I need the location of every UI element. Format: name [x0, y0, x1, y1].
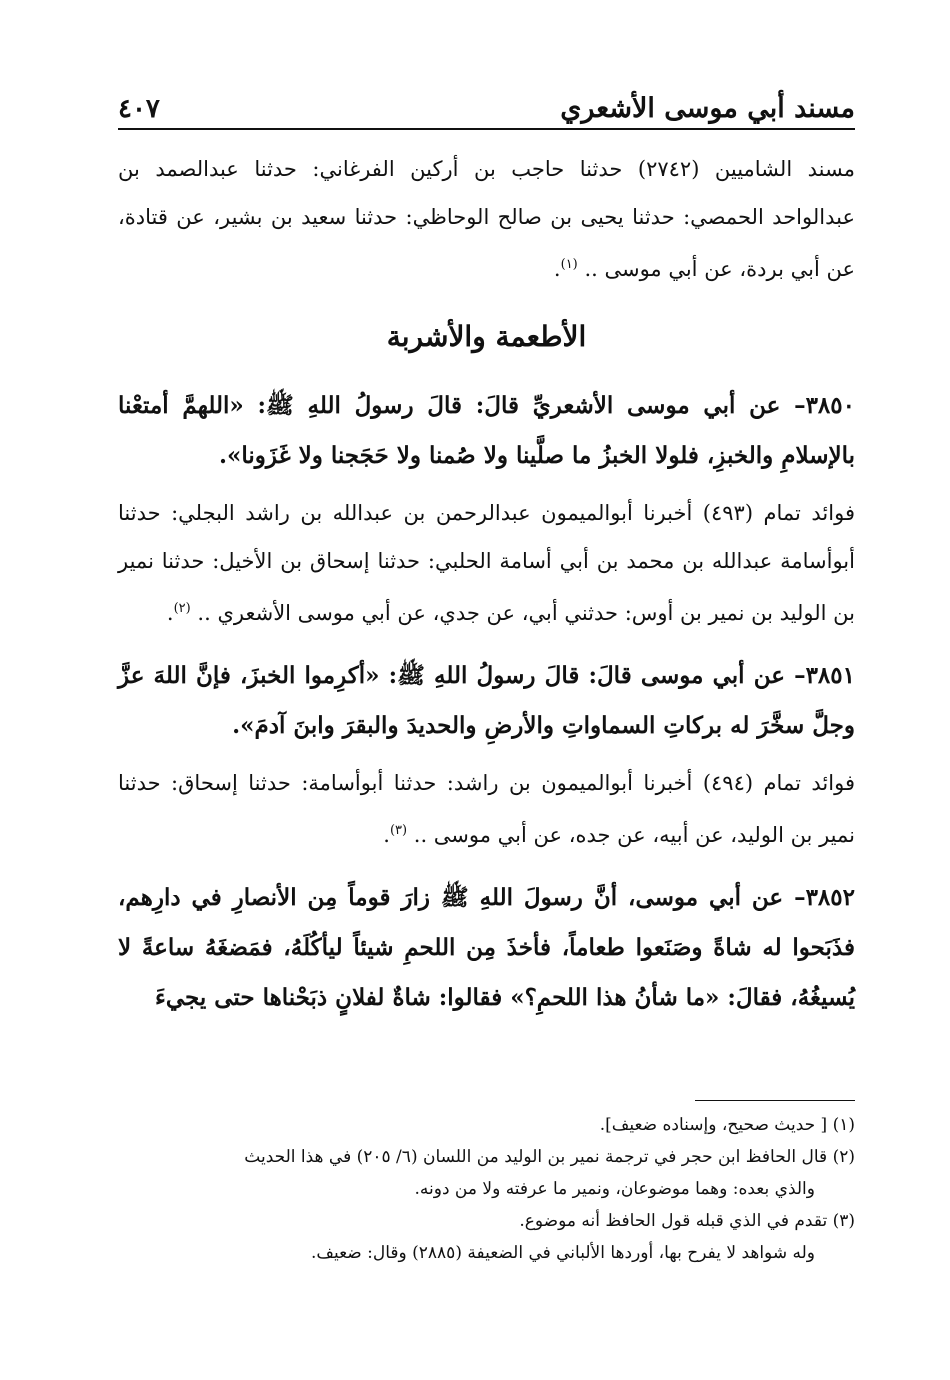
source-paragraph: فوائد تمام (٤٩٤) أخبرنا أبوالميمون بن راشد: حدثنا أبوأسامة: حدثنا إسحاق: حدثنا نمير بن الوليد، عن أبيه، عن جده، عن أبي موسى .. $^{(٣)}$. [118, 771, 855, 847]
hadith-3851: ٣٨٥١– عن أبي موسى قالَ: قالَ رسولُ اللهِ ﷺ: «أكرِموا الخبزَ، فإنَّ اللهَ عزَّ وجلَّ سخَّرَ له بركاتِ السماواتِ والأرضِ والحديدَ والبقرَ وابنَ آدمَ». [118, 662, 855, 739]
running-title: مسند أبي موسى الأشعري [560, 93, 855, 124]
page-number: ٤٠٧ [118, 94, 160, 124]
source-paragraph: مسند الشاميين (٢٧٤٢) حدثنا حاجب بن أركين الفرغاني: حدثنا عبدالصمد بن عبدالواحد الحمصي: حدثنا يحيى بن صالح الوحاظي: حدثنا سعيد بن بشير، عن قتادة، عن أبي بردة، عن أبي موسى .. $^{(١)}$. [118, 157, 855, 281]
footnote-3: (٣) تقدم في الذي قبله قول الحافظ أنه موضوع. [519, 1211, 855, 1231]
hadith-3850: ٣٨٥٠– عن أبي موسى الأشعريِّ قالَ: قالَ رسولُ اللهِ ﷺ: «اللهمَّ أمتعْنا بالإسلامِ والخبزِ، فلولا الخبزُ ما صلَّينا ولا صُمنا ولا حَجَجنا ولا غَزَونا». [118, 392, 855, 469]
source-paragraph: فوائد تمام (٤٩٣) أخبرنا أبوالميمون عبدالرحمن بن عبدالله بن راشد البجلي: حدثنا أبوأسامة عبدالله بن محمد بن أبي أسامة الحلبي: حدثنا إسحاق بن الأخيل: حدثنا نمير بن الوليد بن نمير بن أوس: حدثني أبي، عن جدي، عن أبي موسى الأشعري .. $^{(٢)}$. [118, 501, 855, 625]
footnote-marker: (١) [560, 257, 578, 272]
footnote-1: (١) [ حديث صحيح، وإسناده ضعيف]. [599, 1115, 855, 1135]
footnote-3-continued: وله شواهد لا يفرح بها، أوردها الألباني في الضعيفة (٢٨٨٥) وقال: ضعيف. [310, 1243, 815, 1263]
footnote-marker: (٢) [173, 601, 191, 616]
footnote-2: (٢) قال الحافظ ابن حجر في ترجمة نمير بن الوليد من اللسان (٦/ ٢٠٥) في هذا الحديث [244, 1147, 855, 1167]
page-header [118, 84, 855, 130]
hadith-3852: ٣٨٥٢– عن أبي موسى، أنَّ رسولَ اللهِ ﷺ زارَ قوماً مِن الأنصارِ في دارِهم، فذَبَحوا له شاةً وصَنَعوا طعاماً، فأخذَ مِن اللحمِ شيئاً ليأكُلَهُ، فمَضغَهُ ساعةً لا يُسيغُهُ، فقالَ: «ما شأنُ هذا اللحمِ؟» فقالوا: شاةٌ لفلانٍ ذبَحْناها حتى يجيءَ [118, 884, 855, 1011]
footnote-rule [695, 1100, 855, 1101]
footnote-2-continued: والذي بعده: وهما موضوعان، ونمير ما عرفته ولا من دونه. [414, 1179, 815, 1199]
section-heading: الأطعمة والأشربة [386, 320, 587, 353]
footnote-marker: (٣) [389, 823, 408, 838]
main-text [118, 145, 855, 1031]
footnotes [110, 1100, 855, 1269]
